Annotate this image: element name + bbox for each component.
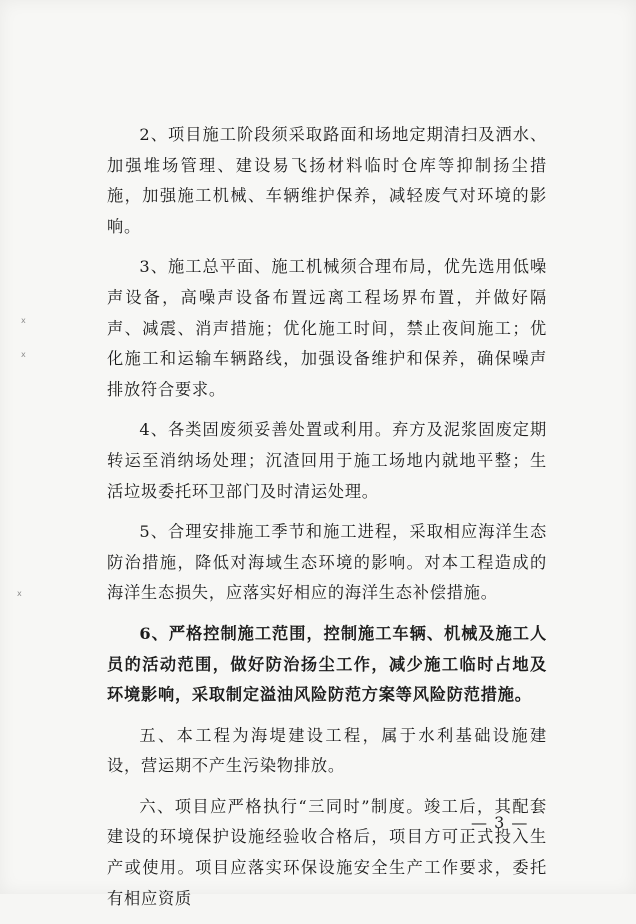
margin-mark: x — [21, 316, 26, 325]
paragraph-2: 2、项目施工阶段须采取路面和场地定期清扫及洒水、加强堆场管理、建设易飞扬材料临时仓库等抑制扬尘措施，加强施工机械、车辆维护保养，减轻废气对环境的影响。 — [107, 125, 547, 236]
page-number: — 3 — — [471, 813, 529, 832]
paragraph-3: 3、施工总平面、施工机械须合理布局，优先选用低噪声设备，高噪声设备布置远离工程场界布置，并做好隔声、减震、消声措施；优化施工时间，禁止夜间施工；优化施工和运输车辆路线，加强设备维护和保养，确保噪声排放符合要求。 — [107, 257, 547, 399]
margin-mark: x — [21, 350, 26, 359]
document-body — [107, 120, 547, 924]
paragraph-4: 4、各类固废须妥善处置或利用。弃方及泥浆固废定期转运至消纳场处理；沉渣回用于施工场地内就地平整；生活垃圾委托环卫部门及时清运处理。 — [107, 420, 547, 501]
paragraph-5: 5、合理安排施工季节和施工进程，采取相应海洋生态防治措施，降低对海域生态环境的影响。对本工程造成的海洋生态损失，应落实好相应的海洋生态补偿措施。 — [107, 522, 547, 603]
paragraph-six: 六、项目应严格执行“三同时”制度。竣工后，其配套建设的环境保护设施经验收合格后，项目方可正式投入生产或使用。项目应落实环保设施安全生产工作要求，委托有相应资质 — [107, 796, 547, 908]
paragraph-five: 五、本工程为海堤建设工程，属于水利基础设施建设，营运期不产生污染物排放。 — [107, 725, 547, 776]
margin-mark: x — [17, 589, 22, 598]
paragraph-6: 6、严格控制施工范围，控制施工车辆、机械及施工人员的活动范围，做好防治扬尘工作，减少施工临时占地及环境影响，采取制定溢油风险防范方案等风险防范措施。 — [107, 623, 547, 705]
